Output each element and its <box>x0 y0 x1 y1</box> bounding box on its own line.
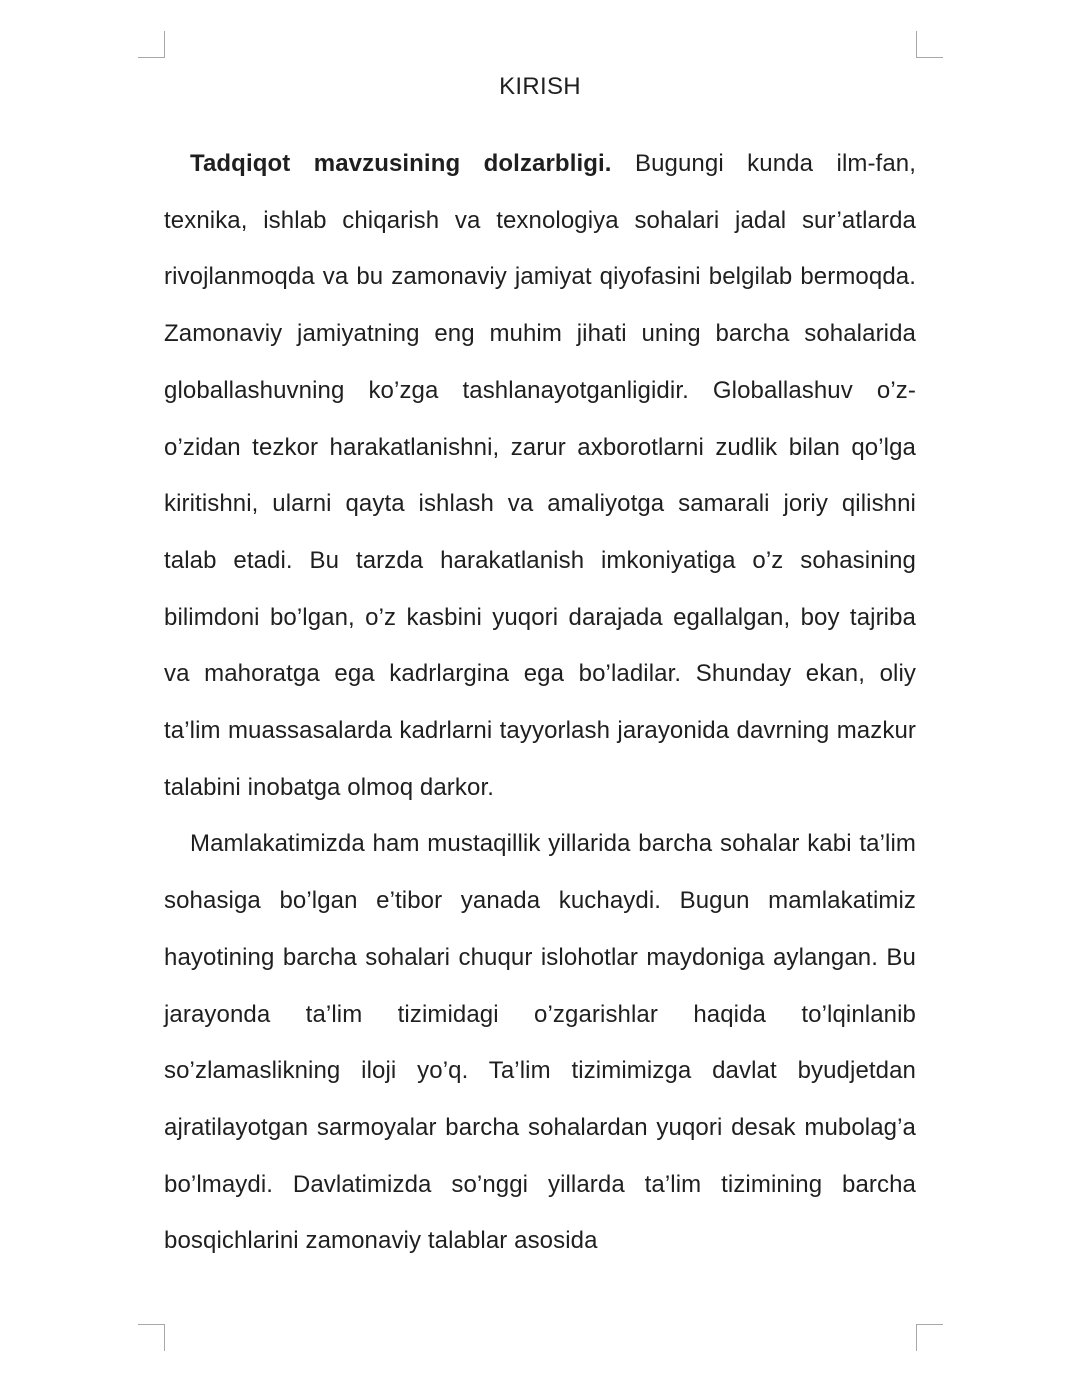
paragraph-1-text: Bugungi kunda ilm-fan, texnika, ishlab chiqarish va texnologiya sohalari jadal sur’atlarda rivojlanmoqda va bu zamonaviy jamiyat qiyofasini belgilab bermoqda. Zamonaviy jamiyatning eng muhim jihati uning barcha sohalarida globallashuvning ko’zga tashlanayotganligidir. Globallashuv o’z-o’zidan tezkor harakatlanishni, zarur axborotlarni zudlik bilan qo’lga kiritishni, ularni qayta ishlash va amaliyotga samarali joriy qilishni talab etadi. Bu tarzda harakatlanish imkoniyatiga o’z sohasining bilimdoni bo’lgan, o’z kasbini yuqori darajada egallalgan, boy tajriba va mahoratga ega kadrlargina ega bo’ladilar. Shunday ekan, oliy ta’lim muassasalarda kadrlarni tayyorlash jarayonida davrning mazkur talabini inobatga olmoq darkor. <box>164 150 916 801</box>
margin-mark-top-right <box>916 31 943 58</box>
body-text <box>164 136 916 1270</box>
margin-mark-top-left <box>138 31 165 58</box>
paragraph-2-text: Mamlakatimizda ham mustaqillik yillarida barcha sohalar kabi ta’lim sohasiga bo’lgan e’tibor yanada kuchaydi. Bugun mamlakatimiz hayotining barcha sohalari chuqur islohotlar maydoniga aylangan. Bu jarayonda ta’lim tizimidagi o’zgarishlar haqida to’lqinlanib so’zlamaslikning iloji yo’q. Ta’lim tizimimizga davlat byudjetdan ajratilayotgan sarmoyalar barcha sohalardan yuqori desak mubolag’a bo’lmaydi. Davlatimizda so’nggi yillarda ta’lim tizimining barcha bosqichlarini zamonaviy talablar asosida <box>164 830 916 1255</box>
section-heading: KIRISH <box>499 73 581 100</box>
paragraph-1-lead: Tadqiqot mavzusining dolzarbligi. <box>190 150 612 177</box>
paragraph-2 <box>164 816 916 1270</box>
margin-mark-bottom-left <box>138 1324 165 1351</box>
margin-mark-bottom-right <box>916 1324 943 1351</box>
paragraph-1 <box>164 136 916 816</box>
